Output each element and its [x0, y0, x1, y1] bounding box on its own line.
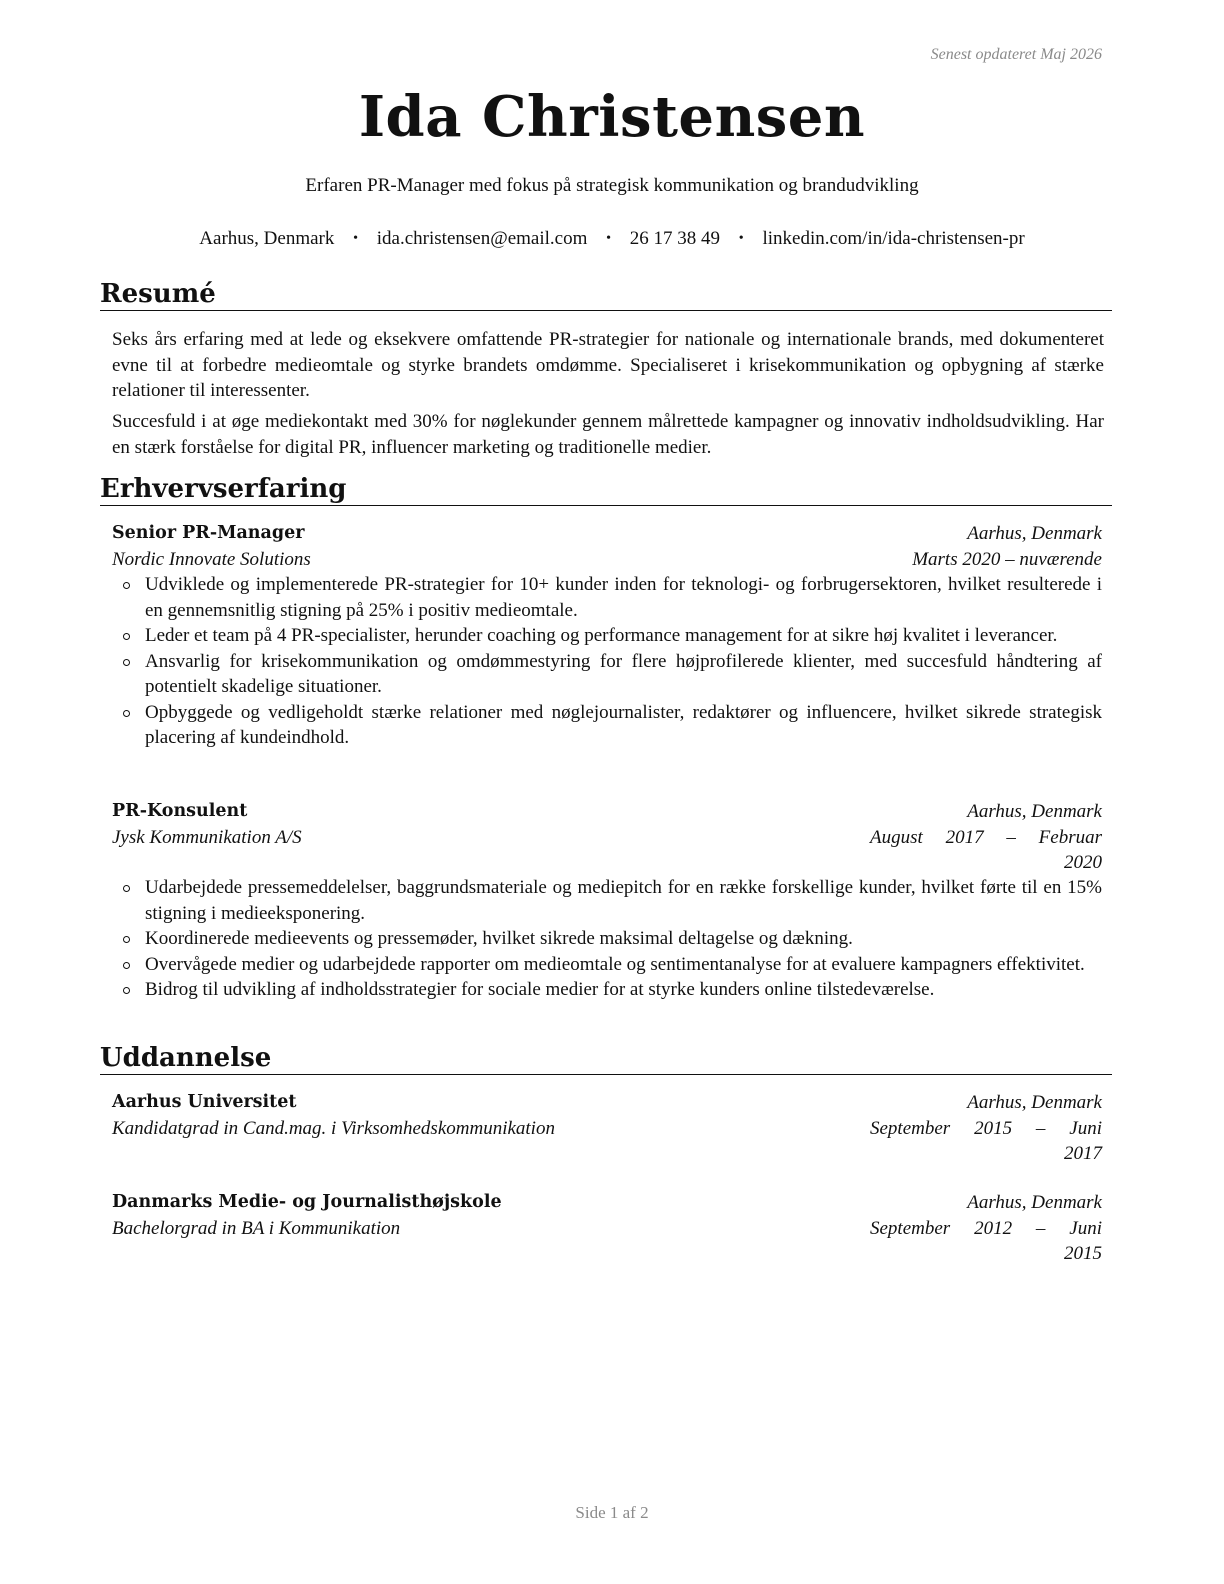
list-item: Udarbejdede pressemeddelelser, baggrundsmateriale og mediepitch for en række forskellige kunder, hvilket førte til en 15% stigning i medieeksponering. [112, 875, 1102, 926]
separator-bullet: • [353, 231, 359, 246]
school-dates: September 2012 – Juni 2015 [870, 1218, 1102, 1264]
job-header-row [112, 799, 1102, 824]
section-title-experience: Erhvervserfaring [100, 474, 1112, 506]
job-subheader-row [112, 825, 1102, 875]
list-item: Leder et team på 4 PR-specialister, herunder coaching og performance management for at sikre høj kvalitet i leverancer. [112, 623, 1102, 649]
school-degree: Bachelorgrad in BA i Kommunikation [112, 1218, 401, 1239]
last-updated: Senest opdateret Maj 2026 [930, 46, 1102, 63]
contact-phone: 26 17 38 49 [629, 228, 721, 249]
separator-bullet: • [606, 231, 612, 246]
contact-line [0, 228, 1224, 250]
circle-bullet-icon [123, 987, 130, 994]
page-number: Side 1 af 2 [575, 1503, 649, 1522]
list-item: Overvågede medier og udarbejdede rapporter om medieomtale og sentimentanalyse for at evaluere kampagners effektivitet. [112, 952, 1102, 978]
contact-email[interactable]: ida.christensen@email.com [376, 228, 588, 249]
tagline: Erfaren PR-Manager med fokus på strategisk kommunikation og brandudvikling [305, 175, 919, 196]
school-location: Aarhus, Denmark [967, 1092, 1102, 1113]
job-dates: Marts 2020 – nuværende [912, 549, 1102, 570]
circle-bullet-icon [123, 582, 130, 589]
summary-paragraph: Succesfuld i at øge mediekontakt med 30% for nøglekunder gennem målrettede kampagner og innovativ indholdsudvikling. Har en stærk forståelse for digital PR, influencer marketing og traditionelle medier. [112, 411, 1104, 458]
circle-bullet-icon [123, 633, 130, 640]
circle-bullet-icon [123, 885, 130, 892]
school-name: Aarhus Universitet [112, 1092, 297, 1112]
school-location: Aarhus, Denmark [967, 1192, 1102, 1213]
section-title-education: Uddannelse [100, 1043, 1112, 1075]
school-header-row [112, 1190, 1102, 1215]
contact-linkedin[interactable]: linkedin.com/in/ida-christensen-pr [762, 228, 1025, 249]
circle-bullet-icon [123, 659, 130, 666]
list-item: Ansvarlig for krisekommunikation og omdømmestyring for flere højprofilerede klienter, med succesfuld håndtering af potentielt skadelige situationer. [112, 649, 1102, 700]
job-bullets [112, 875, 1102, 1003]
job-header-row [112, 521, 1102, 546]
circle-bullet-icon [123, 936, 130, 943]
job-bullets [112, 572, 1102, 751]
circle-bullet-icon [123, 962, 130, 969]
circle-bullet-icon [123, 710, 130, 717]
job-dates: August 2017 – Februar 2020 [870, 827, 1102, 873]
school-dates: September 2015 – Juni 2017 [870, 1118, 1102, 1164]
job-company: Nordic Innovate Solutions [112, 549, 311, 570]
job-location: Aarhus, Denmark [967, 801, 1102, 822]
job-role: Senior PR-Manager [112, 523, 305, 543]
list-item: Bidrog til udvikling af indholdsstrategier for sociale medier for at styrke kunders online tilstedeværelse. [112, 977, 1102, 1003]
job-subheader-row [112, 547, 1102, 572]
school-header-row [112, 1090, 1102, 1115]
school-subheader-row [112, 1216, 1102, 1266]
list-item: Udviklede og implementerede PR-strategier for 10+ kunder inden for teknologi- og forbrugersektoren, hvilket resulterede i en gennemsnitlig stigning på 25% i positiv medieomtale. [112, 572, 1102, 623]
list-item: Opbyggede og vedligeholdt stærke relationer med nøglejournalister, redaktører og influencere, hvilket sikrede strategisk placering af kundeindhold. [112, 700, 1102, 751]
contact-location: Aarhus, Denmark [199, 228, 335, 249]
job-location: Aarhus, Denmark [967, 523, 1102, 544]
school-subheader-row [112, 1116, 1102, 1166]
school-name: Danmarks Medie- og Journalisthøjskole [112, 1192, 502, 1212]
summary-paragraph: Seks års erfaring med at lede og eksekvere omfattende PR-strategier for nationale og internationale brands, med dokumenteret evne til at forbedre medieomtale og styrke brandets omdømme. Specialiseret i krisekommunikation og opbygning af stærke relationer til interessenter. [112, 329, 1104, 401]
job-role: PR-Konsulent [112, 801, 248, 821]
candidate-name: Ida Christensen [358, 84, 866, 150]
list-item: Koordinerede medieevents og pressemøder, hvilket sikrede maksimal deltagelse og dækning. [112, 926, 1102, 952]
school-degree: Kandidatgrad in Cand.mag. i Virksomhedskommunikation [112, 1118, 555, 1139]
separator-bullet: • [738, 231, 744, 246]
section-title-summary: Resumé [100, 279, 1112, 311]
job-company: Jysk Kommunikation A/S [112, 827, 302, 848]
